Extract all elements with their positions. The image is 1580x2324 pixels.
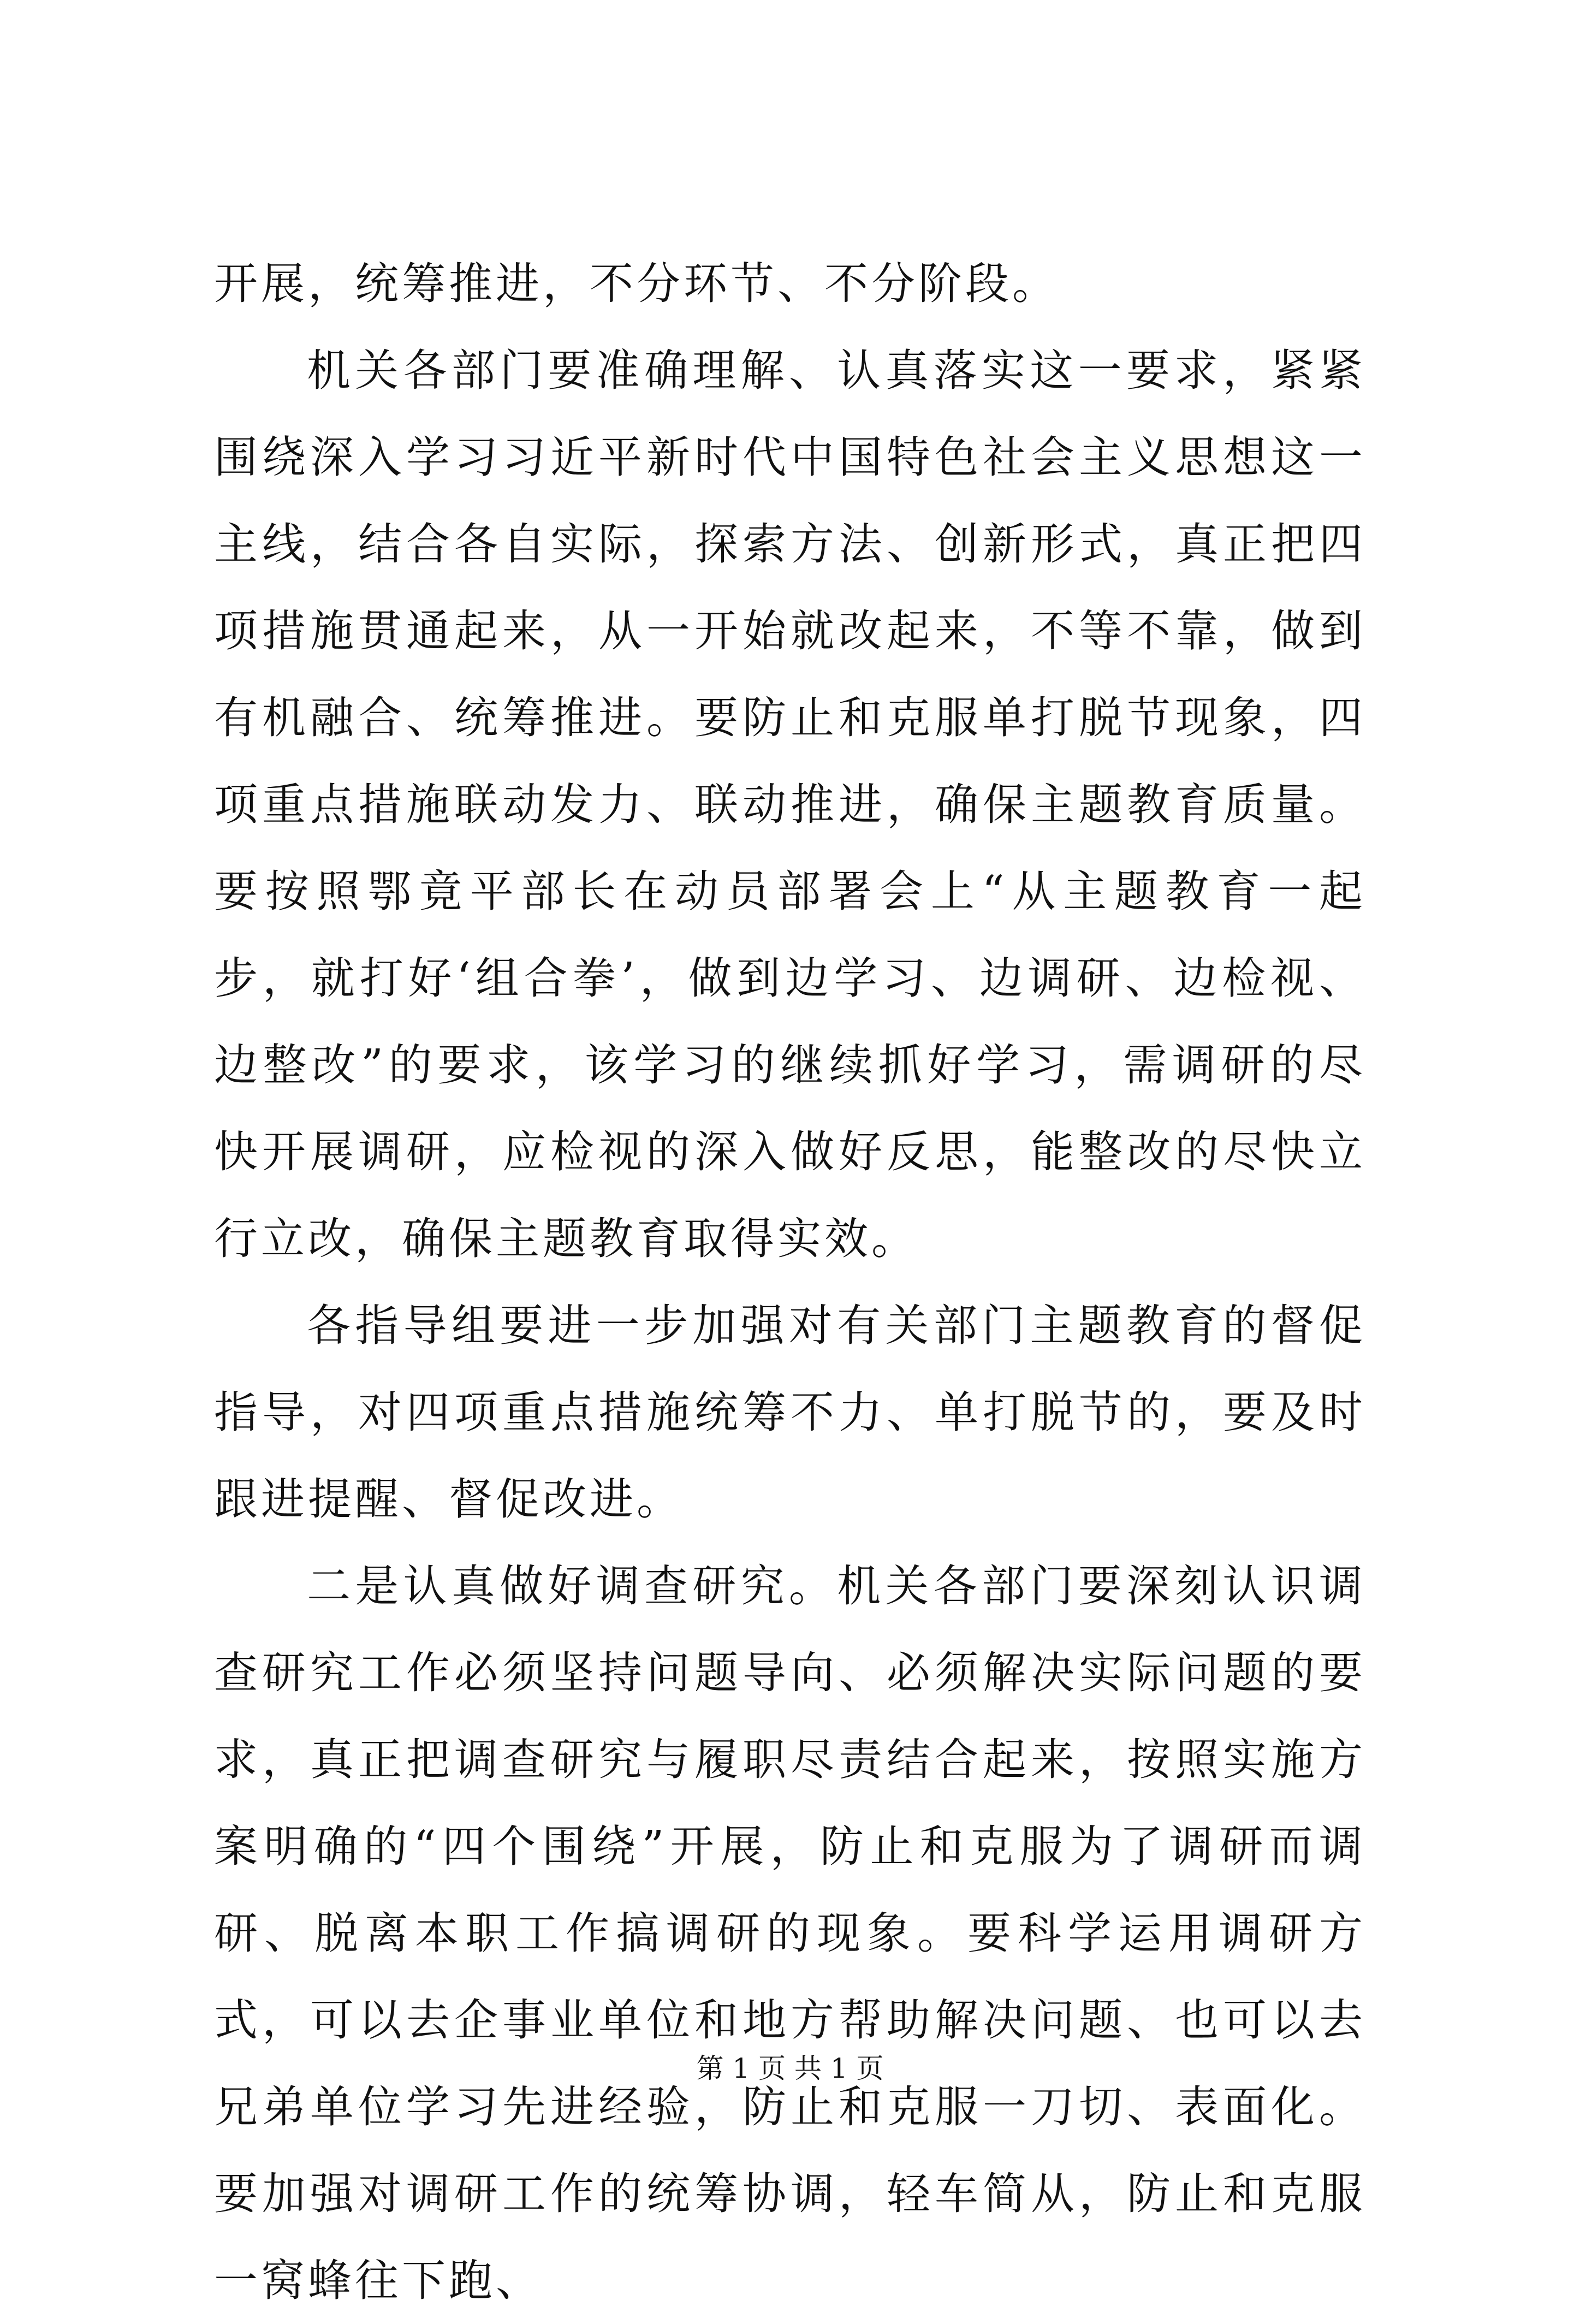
paragraph-guidance-groups: 各指导组要进一步加强对有关部门主题教育的督促指导，对四项重点措施统筹不力、单打脱节的，要及时跟进提醒、督促改进。 — [214, 1300, 1366, 1525]
paragraph-continuation: 开展，统筹推进，不分环节、不分阶段。 — [214, 258, 1059, 309]
paragraph-departments-requirements: 机关各部门要准确理解、认真落实这一要求，紧紧围绕深入学习习近平新时代中国特色社会主义思想这一主线，结合各自实际，探索方法、创新形式，真正把四项措施贯通起来，从一开始就改起来，不等不靠，做到有机融合、统筹推进。要防止和克服单打脱节现象，四项重点措施联动发力、联动推进，确保主题教育质量。要按照鄂竟平部长在动员部署会上“从主题教育一起步，就打好‘组合拳’，做到边学习、边调研、边检视、边整改”的要求，该学习的继续抓好学习，需调研的尽快开展调研，应检视的深入做好反思，能整改的尽快立行立改，确保主题教育取得实效。 — [214, 345, 1366, 1264]
page-footer: 第 1 页 共 1 页 — [696, 2053, 884, 2084]
document-body — [214, 240, 1366, 2324]
paragraph-research-work: 二是认真做好调查研究。机关各部门要深刻认识调查研究工作必须坚持问题导向、必须解决实际问题的要求，真正把调查研究与履职尽责结合起来，按照实施方案明确的“四个围绕”开展，防止和克服为了调研而调研、脱离本职工作搞调研的现象。要科学运用调研方式，可以去企事业单位和地方帮助解决问题、也可以去兄弟单位学习先进经验，防止和克服一刀切、表面化。要加强对调研工作的统筹协调，轻车简从，防止和克服一窝蜂往下跑、 — [214, 1561, 1366, 2306]
